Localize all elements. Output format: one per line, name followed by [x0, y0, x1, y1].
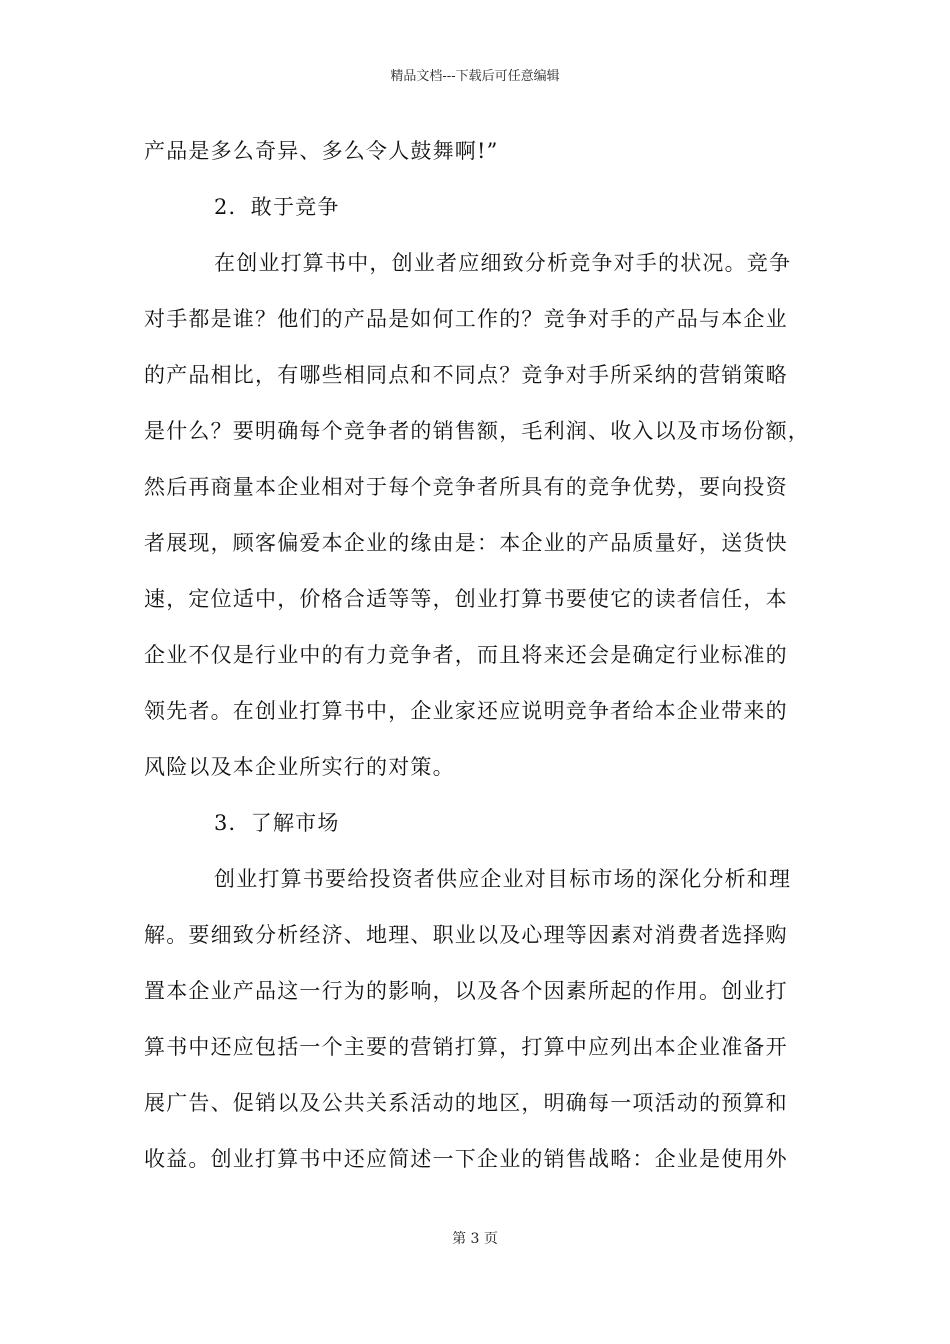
text-line: 企业不仅是行业中的有力竞争者，而且将来还会是确定行业标准的 — [144, 643, 788, 667]
document-body — [144, 131, 812, 1195]
text-line: 解。要细致分析经济、地理、职业以及心理等因素对消费者选择购 — [144, 923, 788, 947]
text-line: 速，定位适中，价格合适等等，创业打算书要使它的读者信任，本 — [144, 587, 788, 611]
page-header: 精品文档---下载后可任意编辑 — [390, 69, 560, 84]
text-line: 对手都是谁？他们的产品是如何工作的？竞争对手的产品与本企业 — [144, 307, 788, 331]
text-line: 风险以及本企业所实行的对策。 — [144, 755, 455, 779]
text-line: 算书中还应包括一个主要的营销打算，打算中应列出本企业准备开 — [144, 1035, 788, 1059]
text-line: 的产品相比，有哪些相同点和不同点？竞争对手所采纳的营销策略 — [144, 363, 788, 387]
text-line: 者展现，顾客偏爱本企业的缘由是：本企业的产品质量好，送货快 — [144, 531, 788, 555]
text-line: 收益。创业打算书中还应简述一下企业的销售战略：企业是使用外 — [144, 1147, 788, 1171]
text-line: 然后再商量本企业相对于每个竞争者所具有的竞争优势，要向投资 — [144, 475, 788, 499]
text-line: 产品是多么奇异、多么令人鼓舞啊!” — [144, 139, 499, 163]
text-line: 置本企业产品这一行为的影响，以及各个因素所起的作用。创业打 — [144, 979, 788, 1003]
section-heading: 2．敢于竞争 — [214, 195, 340, 219]
text-line: 在创业打算书中，创业者应细致分析竞争对手的状况。竞争 — [214, 251, 792, 275]
page-number: 第 3 页 — [452, 1231, 498, 1247]
text-line: 展广告、促销以及公共关系活动的地区，明确每一项活动的预算和 — [144, 1091, 788, 1115]
text-line: 是什么？要明确每个竞争者的销售额，毛利润、收入以及市场份额， — [144, 419, 810, 443]
section-heading: 3．了解市场 — [214, 811, 340, 835]
text-line: 创业打算书要给投资者供应企业对目标市场的深化分析和理 — [214, 867, 792, 891]
text-line: 领先者。在创业打算书中，企业家还应说明竞争者给本企业带来的 — [144, 699, 788, 723]
